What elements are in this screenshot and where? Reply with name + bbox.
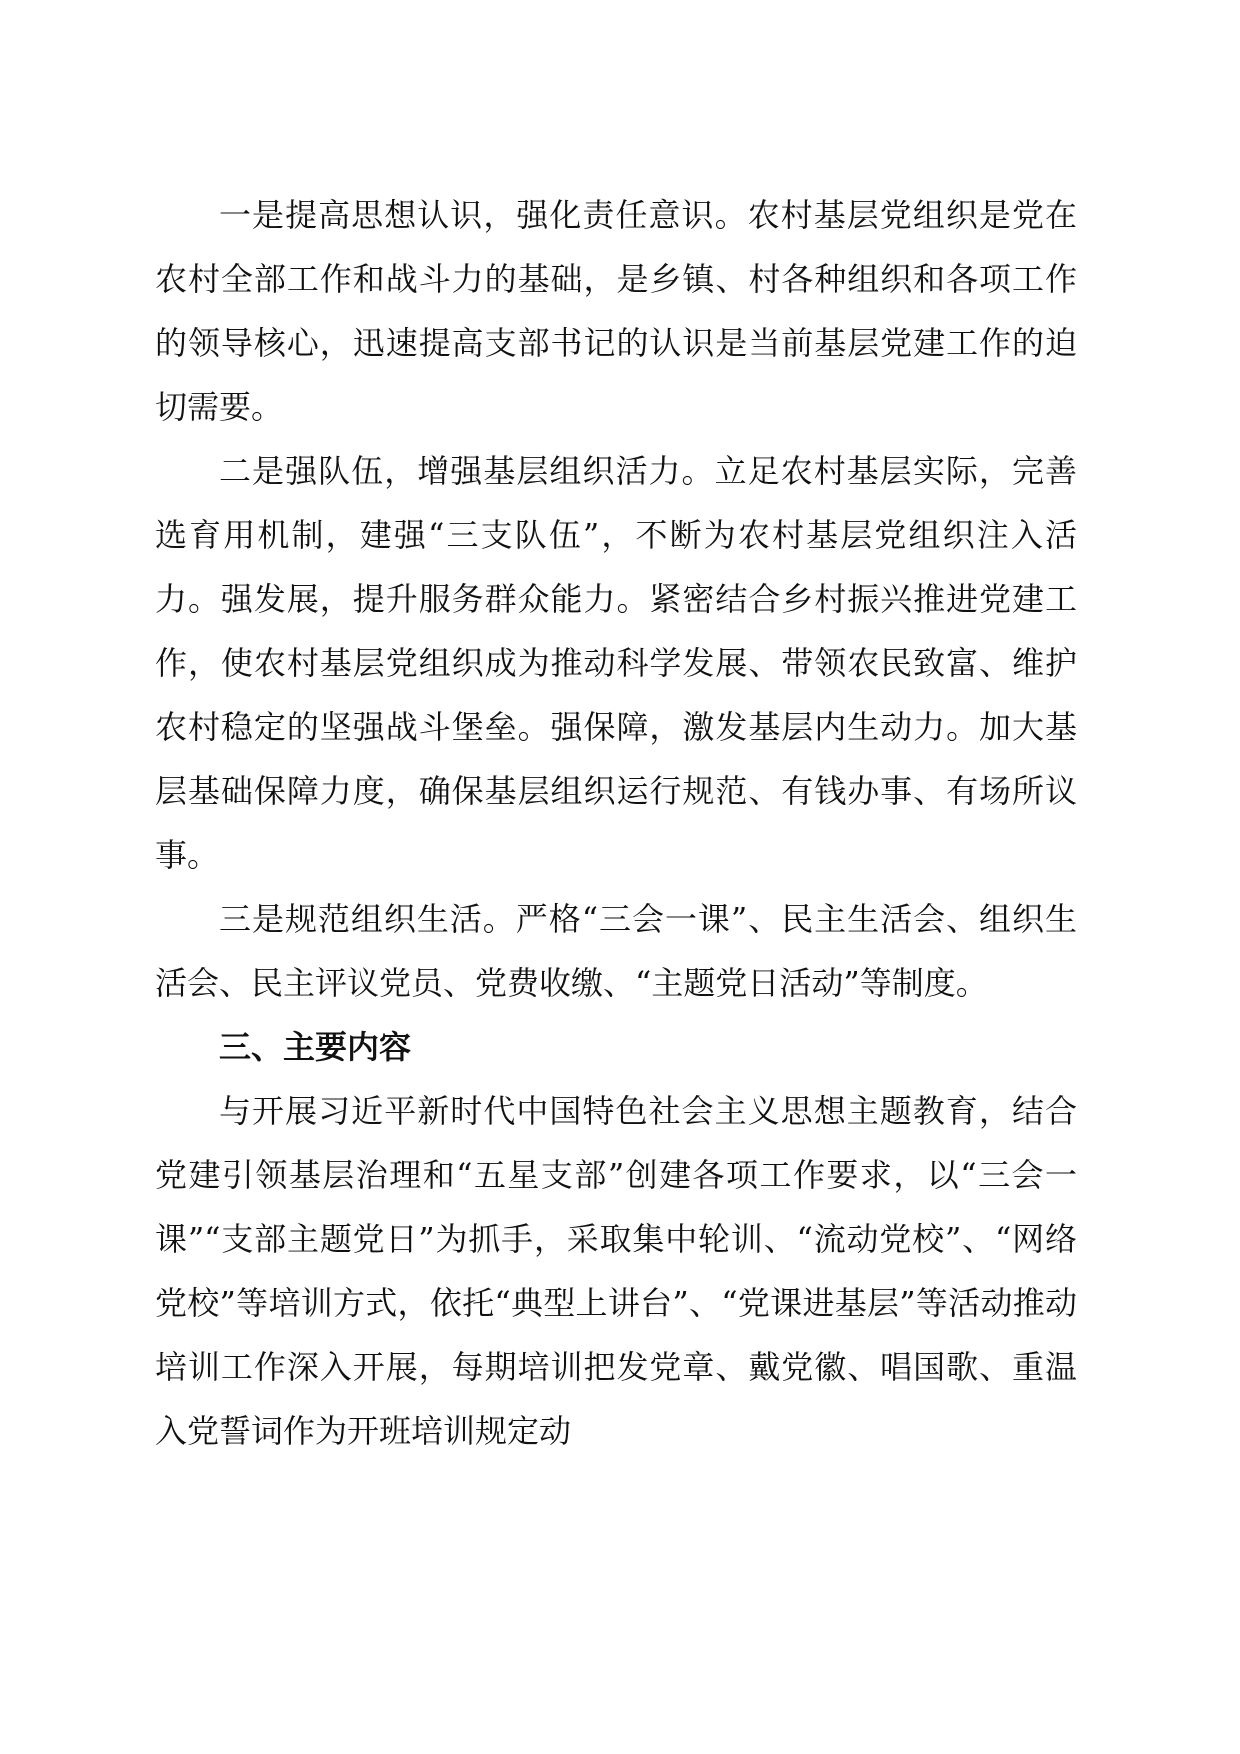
paragraph-1: 一是提高思想认识，强化责任意识。农村基层党组织是党在农村全部工作和战斗力的基础，是乡镇、村各种组织和各项工作的领导核心，迅速提高支部书记的认识是当前基层党建工作的迫切需要。	[155, 196, 1077, 426]
paragraph-2: 二是强队伍，增强基层组织活力。立足农村基层实际，完善选育用机制，建强“三支队伍”，不断为农村基层党组织注入活力。强发展，提升服务群众能力。紧密结合乡村振兴推进党建工作，使农村基层党组织成为推动科学发展、带领农民致富、维护农村稳定的坚强战斗堡垒。强保障，激发基层内生动力。加大基层基础保障力度，确保基层组织运行规范、有钱办事、有场所议事。	[155, 452, 1077, 874]
section-paragraph: 与开展习近平新时代中国特色社会主义思想主题教育，结合党建引领基层治理和“五星支部”创建各项工作要求，以“三会一课”“支部主题党日”为抓手，采取集中轮训、“流动党校”、“网络党校”等培训方式，依托“典型上讲台”、“党课进基层”等活动推动培训工作深入开展，每期培训把发党章、戴党徽、唱国歌、重温入党誓词作为开班培训规定动	[155, 1092, 1077, 1450]
document-page	[155, 183, 1077, 1463]
paragraph-3: 三是规范组织生活。严格“三会一课”、民主生活会、组织生活会、民主评议党员、党费收缴、“主题党日活动”等制度。	[155, 900, 1077, 1002]
section-heading: 三、主要内容	[219, 1028, 412, 1066]
